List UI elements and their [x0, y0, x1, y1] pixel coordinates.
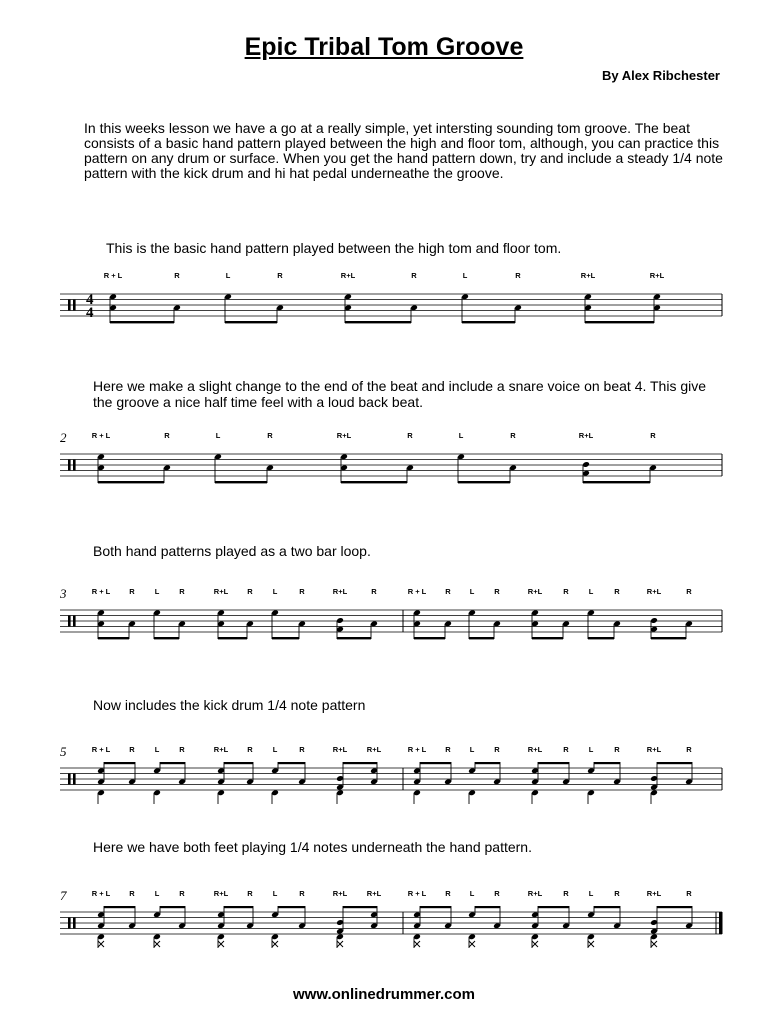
sticking-label: R+L [213, 587, 229, 596]
note-beam [420, 906, 451, 908]
percussion-clef [73, 616, 76, 627]
percussion-clef [73, 460, 76, 471]
sticking-label: R [494, 587, 500, 596]
percussion-clef [73, 300, 76, 311]
sticking-label: R [407, 431, 413, 440]
percussion-clef [73, 774, 76, 785]
sticking-label: R+L [578, 431, 594, 440]
note-beam [337, 637, 371, 639]
sticking-label: R [686, 889, 692, 898]
sticking-label: R + L [407, 745, 427, 754]
note-beam [343, 762, 377, 764]
sticking-label: L [272, 745, 278, 754]
sticking-label: R [445, 587, 451, 596]
note-beam [224, 906, 253, 908]
note-beam [278, 762, 305, 764]
note-beam [458, 481, 510, 483]
note-beam [98, 637, 129, 639]
sticking-label: R + L [407, 889, 427, 898]
website-footer: www.onlinedrummer.com [293, 986, 475, 1003]
sticking-label: R [411, 271, 417, 280]
sticking-label: R + L [407, 587, 427, 596]
section-3-staff [0, 584, 768, 654]
sticking-label: R+L [366, 889, 382, 898]
sticking-label: R+L [646, 587, 662, 596]
sticking-label: R [686, 587, 692, 596]
section-4-staff [0, 738, 768, 808]
sticking-label: R + L [91, 745, 111, 754]
sticking-label: R [563, 745, 569, 754]
note-beam [218, 637, 247, 639]
sticking-label: R [371, 587, 377, 596]
sticking-label: L [462, 271, 468, 280]
sticking-label: R [179, 745, 185, 754]
sticking-label: R [494, 745, 500, 754]
note-beam [160, 762, 185, 764]
sticking-label: R [267, 431, 273, 440]
time-signature-top: 4 [86, 292, 94, 308]
sticking-label: R [614, 745, 620, 754]
note-beam [469, 637, 494, 639]
sticking-label: R+L [646, 889, 662, 898]
note-beam [588, 637, 614, 639]
final-barline-thick [719, 912, 723, 934]
sticking-label: R+L [332, 889, 348, 898]
sticking-label: L [154, 745, 160, 754]
percussion-clef [68, 616, 71, 627]
sticking-label: L [272, 587, 278, 596]
sticking-label: L [469, 745, 475, 754]
sticking-label: R [563, 889, 569, 898]
note-beam [414, 637, 445, 639]
note-beam [538, 762, 569, 764]
note-beam [278, 906, 305, 908]
intro-paragraph: In this weeks lesson we have a go at a really simple, yet intersting sounding tom groove. The beat consists of a basic hand pattern played between the high and floor tom, although, you can practice this pattern on any drum or surface. When you get the hand pattern down, try and include a steady 1/4 note pattern with the kick drum and hi hat pedal underneathe the groove. [84, 120, 723, 181]
sticking-label: R [129, 587, 135, 596]
sticking-label: R [510, 431, 516, 440]
percussion-clef [68, 460, 71, 471]
sticking-label: L [588, 587, 594, 596]
note-beam [104, 906, 135, 908]
sticking-label: L [588, 889, 594, 898]
section-1-staff [0, 270, 768, 330]
percussion-clef [73, 918, 76, 929]
note-beam [594, 762, 620, 764]
note-beam [462, 321, 515, 323]
section-2-caption: Here we make a slight change to the end of the beat and include a snare voice on beat 4. This give the groove a nice half time feel with a loud back beat. [93, 378, 707, 410]
time-signature-bottom: 4 [86, 305, 94, 321]
sticking-label: L [469, 889, 475, 898]
sticking-label: R [277, 271, 283, 280]
note-beam [160, 906, 185, 908]
sticking-label: L [458, 431, 464, 440]
sticking-label: R+L [527, 745, 543, 754]
sticking-label: R [164, 431, 170, 440]
sticking-label: R [445, 745, 451, 754]
sticking-label: R+L [340, 271, 356, 280]
sticking-label: R [650, 431, 656, 440]
section-5-staff [0, 882, 768, 962]
sticking-label: R+L [213, 889, 229, 898]
sticking-label: R [247, 889, 253, 898]
note-beam [345, 321, 411, 323]
sticking-label: R+L [213, 745, 229, 754]
note-beam [651, 637, 686, 639]
sticking-label: L [588, 745, 594, 754]
measure-number: 3 [60, 586, 67, 601]
note-beam [475, 762, 500, 764]
sticking-label: R [563, 587, 569, 596]
sticking-label: R + L [91, 889, 111, 898]
note-beam [224, 762, 253, 764]
author-credit: By Alex Ribchester [601, 68, 720, 83]
sticking-label: R [247, 745, 253, 754]
section-2-staff [0, 428, 768, 498]
note-beam [215, 481, 267, 483]
sticking-label: R [247, 587, 253, 596]
note-beam [104, 762, 135, 764]
measure-number: 5 [60, 744, 67, 759]
measure-number: 7 [60, 888, 67, 903]
sticking-label: R [494, 889, 500, 898]
sticking-label: R+L [336, 431, 352, 440]
note-beam [420, 762, 451, 764]
note-beam [110, 321, 174, 323]
note-beam [532, 637, 563, 639]
percussion-clef [68, 774, 71, 785]
sticking-label: R [614, 587, 620, 596]
note-beam [272, 637, 299, 639]
sticking-label: R [614, 889, 620, 898]
note-beam [583, 481, 650, 483]
sticking-label: R+L [332, 745, 348, 754]
note-beam [657, 906, 692, 908]
sticking-label: R [299, 889, 305, 898]
measure-number: 2 [60, 430, 67, 445]
sticking-label: R [299, 745, 305, 754]
sticking-label: R+L [527, 889, 543, 898]
note-beam [343, 906, 377, 908]
sticking-label: R [299, 587, 305, 596]
sticking-label: L [272, 889, 278, 898]
sticking-label: R [445, 889, 451, 898]
sticking-label: R+L [646, 745, 662, 754]
note-beam [341, 481, 407, 483]
sticking-label: R [129, 889, 135, 898]
percussion-clef [68, 300, 71, 311]
sticking-label: R+L [366, 745, 382, 754]
sticking-label: R [174, 271, 180, 280]
note-beam [154, 637, 179, 639]
sticking-label: R [179, 587, 185, 596]
note-beam [585, 321, 654, 323]
page-title: Epic Tribal Tom Groove [244, 33, 524, 61]
sticking-label: R [129, 745, 135, 754]
sticking-label: R+L [527, 587, 543, 596]
sticking-label: L [469, 587, 475, 596]
sticking-label: R [515, 271, 521, 280]
section-3-caption: Both hand patterns played as a two bar loop. [93, 543, 371, 559]
sticking-label: R+L [580, 271, 596, 280]
section-5-caption: Here we have both feet playing 1/4 notes underneath the hand pattern. [93, 839, 532, 855]
percussion-clef [68, 918, 71, 929]
section-4-caption: Now includes the kick drum 1/4 note pattern [93, 697, 366, 713]
sticking-label: R [686, 745, 692, 754]
note-beam [594, 906, 620, 908]
note-beam [538, 906, 569, 908]
sticking-label: L [154, 889, 160, 898]
section-1-caption: This is the basic hand pattern played between the high tom and floor tom. [106, 240, 562, 256]
sticking-label: R + L [91, 587, 111, 596]
note-beam [657, 762, 692, 764]
note-beam [98, 481, 164, 483]
sticking-label: R [179, 889, 185, 898]
note-beam [225, 321, 277, 323]
sticking-label: L [225, 271, 231, 280]
note-beam [475, 906, 500, 908]
sticking-label: R + L [103, 271, 123, 280]
sticking-label: L [154, 587, 160, 596]
sticking-label: L [215, 431, 221, 440]
sticking-label: R + L [91, 431, 111, 440]
sticking-label: R+L [649, 271, 665, 280]
sticking-label: R+L [332, 587, 348, 596]
